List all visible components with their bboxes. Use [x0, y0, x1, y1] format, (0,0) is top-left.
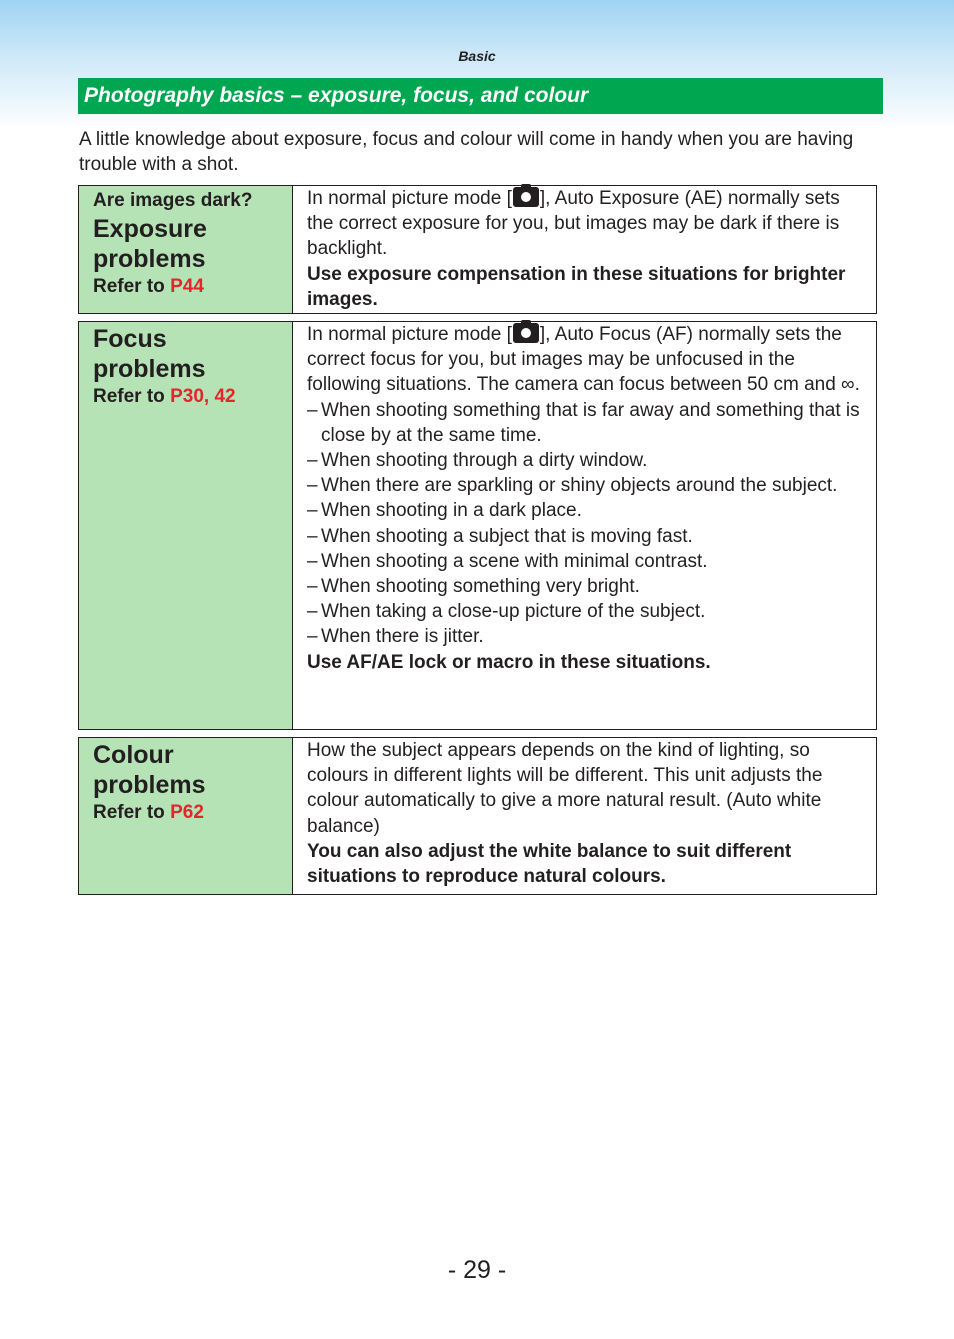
- focus-text-end: ], Auto Focus (AF) normally sets the correct focus for you, but images may be unfocused in the following situations. The camera can focus between 50 cm and ∞.: [307, 324, 860, 396]
- dash-marker: –: [307, 626, 318, 648]
- colour-box: [78, 737, 877, 895]
- focus-heading-line2: problems: [93, 355, 206, 383]
- exposure-description: [307, 186, 866, 262]
- focus-situation-list: [307, 398, 866, 650]
- exposure-refer-label: Refer to: [93, 276, 171, 297]
- list-item: [307, 574, 866, 599]
- focus-page-link[interactable]: P30, 42: [170, 386, 236, 407]
- focus-label-panel: [79, 322, 293, 729]
- focus-box: [78, 321, 877, 730]
- page-number: - 29 -: [447, 1256, 507, 1284]
- camera-icon: [513, 323, 539, 343]
- colour-label-panel: [79, 738, 293, 894]
- list-item: [307, 524, 866, 549]
- colour-refer-label: Refer to: [93, 802, 171, 823]
- page-title: Photography basics – exposure, focus, and colour: [84, 84, 589, 107]
- focus-refer: [93, 384, 292, 409]
- section-label: Basic: [458, 48, 496, 64]
- focus-text-start: In normal picture mode [: [307, 324, 512, 345]
- exposure-page-link[interactable]: P44: [170, 276, 204, 297]
- list-item-text: When there is jitter.: [321, 626, 484, 648]
- exposure-content: [293, 186, 876, 313]
- list-item: [307, 599, 866, 624]
- exposure-text-start: In normal picture mode [: [307, 188, 512, 209]
- exposure-refer: [93, 274, 292, 299]
- exposure-question: Are images dark?: [93, 190, 253, 211]
- exposure-advice: Use exposure compensation in these situations for brighter images.: [307, 263, 846, 310]
- title-bar: [78, 78, 883, 114]
- focus-heading-line1: Focus: [93, 325, 167, 353]
- focus-advice: Use AF/AE lock or macro in these situations.: [307, 651, 711, 673]
- list-item-text: When shooting a scene with minimal contrast.: [321, 550, 708, 572]
- exposure-heading-line2: problems: [93, 245, 206, 273]
- list-item-text: When shooting something very bright.: [321, 576, 640, 598]
- dash-marker: –: [307, 550, 318, 572]
- dash-marker: –: [307, 500, 318, 522]
- colour-description: How the subject appears depends on the kind of lighting, so colours in different lights will be different. This unit adjusts the colour automatically to give a more natural result. (Auto white balance): [307, 740, 823, 837]
- intro-text: A little knowledge about exposure, focus and colour will come in handy when you are having trouble with a shot.: [79, 129, 854, 175]
- exposure-text-end: ], Auto Exposure (AE) normally sets the correct exposure for you, but images may be dark if there is backlight.: [307, 188, 840, 260]
- list-item-text: When taking a close-up picture of the subject.: [321, 601, 706, 623]
- list-item: [307, 498, 866, 523]
- exposure-label-panel: [79, 186, 293, 313]
- exposure-heading-line1: Exposure: [93, 215, 207, 243]
- exposure-box: [78, 185, 877, 314]
- focus-description: [307, 322, 866, 398]
- focus-content: [293, 322, 876, 729]
- list-item-text: When shooting through a dirty window.: [321, 450, 648, 472]
- list-item: [307, 549, 866, 574]
- dash-marker: –: [307, 601, 318, 623]
- list-item-text: When shooting in a dark place.: [321, 500, 582, 522]
- colour-heading-line1: Colour: [93, 741, 174, 769]
- list-item: [307, 398, 866, 448]
- colour-advice: You can also adjust the white balance to suit different situations to reproduce natural colours.: [307, 840, 792, 888]
- colour-page-link[interactable]: P62: [170, 802, 204, 823]
- list-item-text: When shooting something that is far away and something that is close by at the same time.: [321, 399, 860, 446]
- camera-icon: [513, 187, 539, 207]
- dash-marker: –: [307, 576, 318, 598]
- list-item-text: When shooting a subject that is moving fast.: [321, 525, 693, 547]
- dash-marker: –: [307, 475, 318, 497]
- dash-marker: –: [307, 525, 318, 547]
- focus-refer-label: Refer to: [93, 386, 171, 407]
- list-item: [307, 473, 866, 498]
- list-item: [307, 448, 866, 473]
- dash-marker: –: [307, 450, 318, 472]
- colour-heading-line2: problems: [93, 771, 206, 799]
- list-item-text: When there are sparkling or shiny objects around the subject.: [321, 475, 838, 497]
- colour-refer: [93, 800, 292, 825]
- dash-marker: –: [307, 399, 318, 421]
- colour-content: [293, 738, 876, 894]
- list-item: [307, 624, 866, 649]
